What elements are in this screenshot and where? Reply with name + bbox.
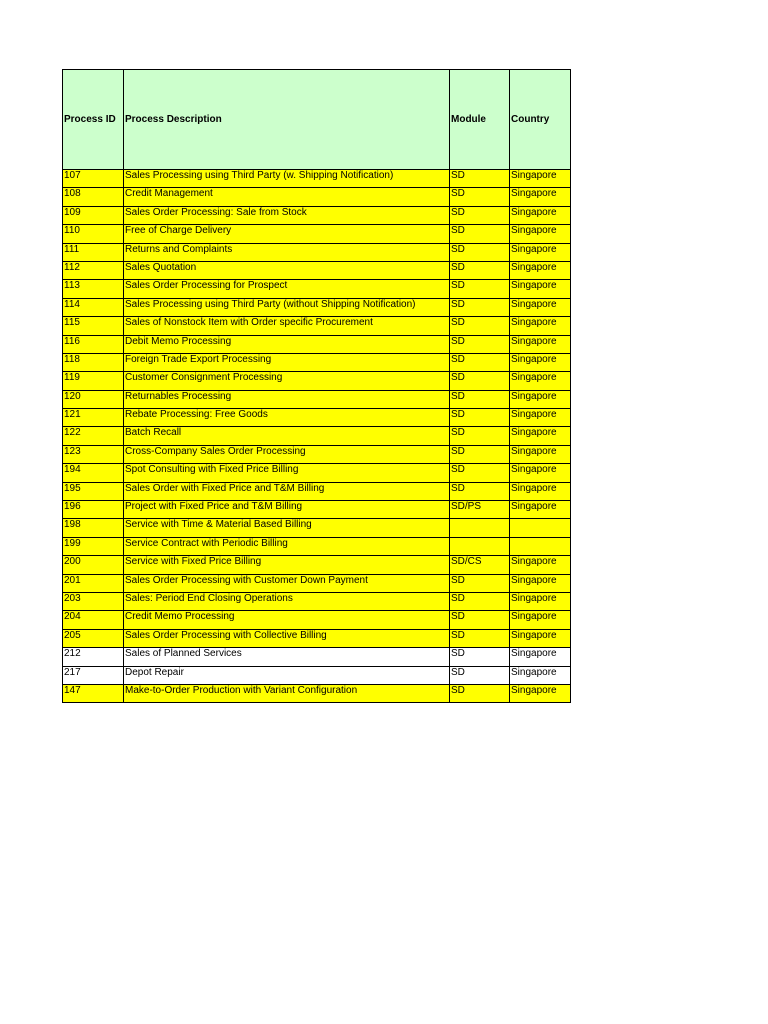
table-row [63, 629, 571, 647]
process-table [62, 69, 571, 703]
table-row [63, 556, 571, 574]
cell-process-description[interactable]: Debit Memo Processing [124, 335, 450, 353]
cell-module[interactable]: SD [450, 225, 510, 243]
cell-process-description[interactable]: Spot Consulting with Fixed Price Billing [124, 464, 450, 482]
cell-module[interactable]: SD [450, 206, 510, 224]
cell-process-id[interactable]: 115 [63, 317, 124, 335]
header-row [63, 70, 571, 170]
cell-country[interactable]: Singapore [510, 592, 571, 610]
cell-process-description[interactable]: Depot Repair [124, 666, 450, 684]
cell-process-id[interactable]: 217 [63, 666, 124, 684]
cell-country[interactable]: Singapore [510, 170, 571, 188]
table-header [63, 70, 571, 170]
cell-country[interactable] [510, 519, 571, 537]
cell-country[interactable]: Singapore [510, 666, 571, 684]
table-row [63, 464, 571, 482]
table-row [63, 611, 571, 629]
cell-process-description[interactable]: Sales Order Processing: Sale from Stock [124, 206, 450, 224]
table-row [63, 592, 571, 610]
cell-process-description[interactable]: Sales Order Processing with Customer Down Payment [124, 574, 450, 592]
table-row [63, 501, 571, 519]
table-row [63, 261, 571, 279]
cell-country[interactable]: Singapore [510, 482, 571, 500]
cell-module[interactable]: SD [450, 353, 510, 371]
cell-process-id[interactable]: 212 [63, 648, 124, 666]
cell-process-id[interactable]: 200 [63, 556, 124, 574]
cell-process-description[interactable]: Credit Management [124, 188, 450, 206]
cell-country[interactable]: Singapore [510, 225, 571, 243]
cell-process-id[interactable]: 109 [63, 206, 124, 224]
cell-module[interactable]: SD [450, 280, 510, 298]
cell-module[interactable]: SD/PS [450, 501, 510, 519]
cell-process-id[interactable]: 111 [63, 243, 124, 261]
cell-module[interactable]: SD [450, 390, 510, 408]
cell-module[interactable]: SD [450, 648, 510, 666]
cell-process-description[interactable]: Free of Charge Delivery [124, 225, 450, 243]
cell-process-id[interactable]: 120 [63, 390, 124, 408]
cell-module[interactable]: SD/CS [450, 556, 510, 574]
table-row [63, 170, 571, 188]
cell-process-id[interactable]: 205 [63, 629, 124, 647]
cell-country[interactable]: Singapore [510, 629, 571, 647]
cell-process-description[interactable]: Sales Quotation [124, 261, 450, 279]
cell-country[interactable]: Singapore [510, 317, 571, 335]
cell-module[interactable]: SD [450, 409, 510, 427]
cell-module[interactable]: SD [450, 298, 510, 316]
cell-country[interactable]: Singapore [510, 298, 571, 316]
cell-process-id[interactable]: 203 [63, 592, 124, 610]
table-row [63, 390, 571, 408]
cell-process-description[interactable]: Credit Memo Processing [124, 611, 450, 629]
cell-process-description[interactable]: Project with Fixed Price and T&M Billing [124, 501, 450, 519]
table-row [63, 445, 571, 463]
cell-process-description[interactable]: Make-to-Order Production with Variant Configuration [124, 684, 450, 702]
cell-module[interactable]: SD [450, 482, 510, 500]
cell-module[interactable]: SD [450, 188, 510, 206]
cell-process-id[interactable]: 196 [63, 501, 124, 519]
table-row [63, 298, 571, 316]
cell-process-id[interactable]: 107 [63, 170, 124, 188]
table-row [63, 574, 571, 592]
cell-module[interactable]: SD [450, 611, 510, 629]
cell-country[interactable]: Singapore [510, 464, 571, 482]
cell-module[interactable]: SD [450, 464, 510, 482]
table-row [63, 409, 571, 427]
cell-module[interactable]: SD [450, 170, 510, 188]
cell-process-description[interactable]: Sales of Planned Services [124, 648, 450, 666]
table-body [63, 170, 571, 703]
cell-process-id[interactable]: 113 [63, 280, 124, 298]
cell-country[interactable]: Singapore [510, 372, 571, 390]
cell-process-description[interactable]: Returns and Complaints [124, 243, 450, 261]
cell-country[interactable] [510, 537, 571, 555]
table-row [63, 280, 571, 298]
cell-country[interactable]: Singapore [510, 353, 571, 371]
cell-process-id[interactable]: 147 [63, 684, 124, 702]
cell-module[interactable]: SD [450, 335, 510, 353]
table-row [63, 482, 571, 500]
cell-process-id[interactable]: 108 [63, 188, 124, 206]
cell-module[interactable]: SD [450, 592, 510, 610]
cell-country[interactable]: Singapore [510, 445, 571, 463]
cell-country[interactable]: Singapore [510, 409, 571, 427]
cell-module[interactable] [450, 519, 510, 537]
cell-process-description[interactable]: Service Contract with Periodic Billing [124, 537, 450, 555]
table-row [63, 317, 571, 335]
cell-process-description[interactable]: Returnables Processing [124, 390, 450, 408]
cell-country[interactable]: Singapore [510, 648, 571, 666]
cell-process-description[interactable]: Customer Consignment Processing [124, 372, 450, 390]
cell-country[interactable]: Singapore [510, 427, 571, 445]
cell-process-description[interactable]: Sales Order Processing with Collective Billing [124, 629, 450, 647]
cell-module[interactable]: SD [450, 629, 510, 647]
cell-process-id[interactable]: 118 [63, 353, 124, 371]
cell-process-description[interactable]: Service with Time & Material Based Billing [124, 519, 450, 537]
table-row [63, 206, 571, 224]
cell-country[interactable]: Singapore [510, 684, 571, 702]
cell-module[interactable]: SD [450, 243, 510, 261]
cell-process-id[interactable]: 112 [63, 261, 124, 279]
cell-process-id[interactable]: 110 [63, 225, 124, 243]
cell-module[interactable]: SD [450, 574, 510, 592]
table-row [63, 684, 571, 702]
cell-country[interactable]: Singapore [510, 335, 571, 353]
cell-module[interactable]: SD [450, 684, 510, 702]
table-row [63, 427, 571, 445]
table-row [63, 225, 571, 243]
cell-module[interactable] [450, 537, 510, 555]
header-process-id[interactable]: Process ID [63, 70, 124, 170]
cell-country[interactable]: Singapore [510, 611, 571, 629]
table-row [63, 537, 571, 555]
cell-process-description[interactable]: Sales of Nonstock Item with Order specific Procurement [124, 317, 450, 335]
table-row [63, 648, 571, 666]
cell-country[interactable]: Singapore [510, 188, 571, 206]
cell-module[interactable]: SD [450, 372, 510, 390]
header-process-description[interactable]: Process Description [124, 70, 450, 170]
cell-process-id[interactable]: 123 [63, 445, 124, 463]
cell-process-description[interactable]: Service with Fixed Price Billing [124, 556, 450, 574]
cell-process-description[interactable]: Rebate Processing: Free Goods [124, 409, 450, 427]
cell-process-id[interactable]: 198 [63, 519, 124, 537]
cell-process-description[interactable]: Sales Order Processing for Prospect [124, 280, 450, 298]
cell-process-description[interactable]: Cross-Company Sales Order Processing [124, 445, 450, 463]
table-row [63, 372, 571, 390]
table-row [63, 335, 571, 353]
cell-process-id[interactable]: 114 [63, 298, 124, 316]
cell-process-id[interactable]: 199 [63, 537, 124, 555]
cell-country[interactable]: Singapore [510, 243, 571, 261]
cell-process-id[interactable]: 121 [63, 409, 124, 427]
cell-process-description[interactable]: Sales Processing using Third Party (w. Shipping Notification) [124, 170, 450, 188]
cell-process-id[interactable]: 116 [63, 335, 124, 353]
table-row [63, 353, 571, 371]
cell-module[interactable]: SD [450, 445, 510, 463]
table-row [63, 666, 571, 684]
cell-country[interactable]: Singapore [510, 556, 571, 574]
cell-process-description[interactable]: Sales Order with Fixed Price and T&M Billing [124, 482, 450, 500]
cell-process-id[interactable]: 204 [63, 611, 124, 629]
cell-process-description[interactable]: Sales: Period End Closing Operations [124, 592, 450, 610]
cell-module[interactable]: SD [450, 427, 510, 445]
header-module[interactable]: Module [450, 70, 510, 170]
cell-process-id[interactable]: 122 [63, 427, 124, 445]
cell-country[interactable]: Singapore [510, 390, 571, 408]
table-row [63, 188, 571, 206]
cell-module[interactable]: SD [450, 261, 510, 279]
cell-module[interactable]: SD [450, 666, 510, 684]
cell-process-description[interactable]: Batch Recall [124, 427, 450, 445]
cell-country[interactable]: Singapore [510, 574, 571, 592]
cell-module[interactable]: SD [450, 317, 510, 335]
cell-process-id[interactable]: 119 [63, 372, 124, 390]
cell-country[interactable]: Singapore [510, 280, 571, 298]
cell-country[interactable]: Singapore [510, 261, 571, 279]
table-row [63, 519, 571, 537]
header-country[interactable]: Country [510, 70, 571, 170]
cell-country[interactable]: Singapore [510, 206, 571, 224]
table-row [63, 243, 571, 261]
cell-country[interactable]: Singapore [510, 501, 571, 519]
cell-process-description[interactable]: Foreign Trade Export Processing [124, 353, 450, 371]
cell-process-id[interactable]: 194 [63, 464, 124, 482]
cell-process-id[interactable]: 201 [63, 574, 124, 592]
cell-process-id[interactable]: 195 [63, 482, 124, 500]
cell-process-description[interactable]: Sales Processing using Third Party (without Shipping Notification) [124, 298, 450, 316]
